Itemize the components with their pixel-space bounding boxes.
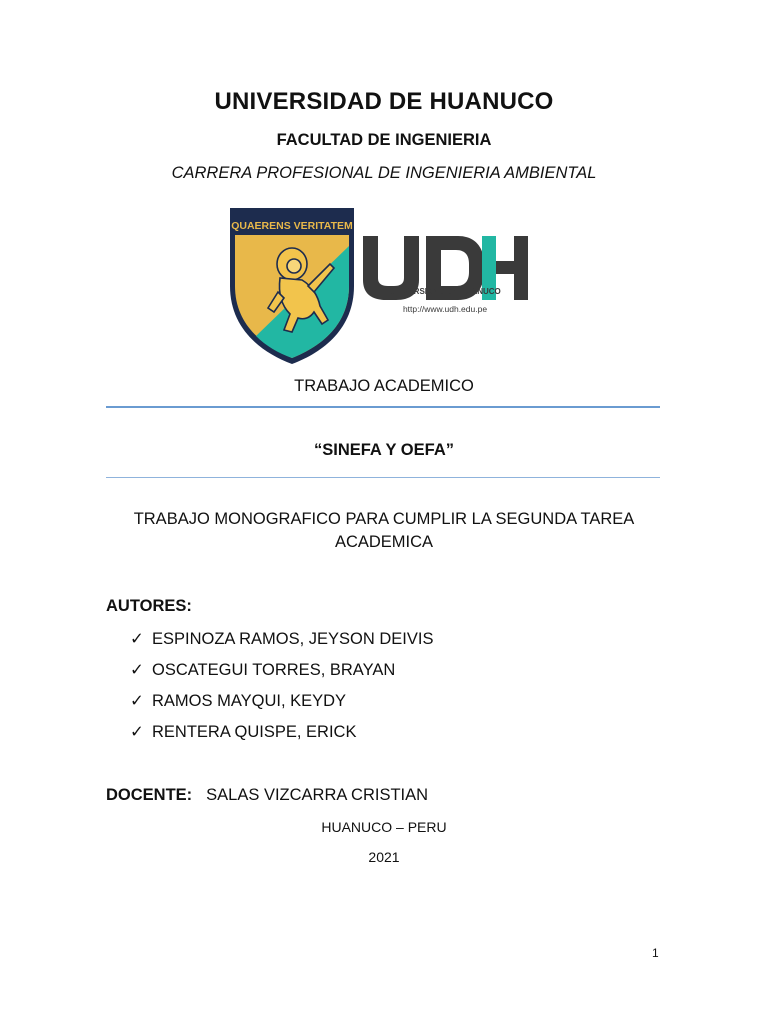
year: 2021 bbox=[368, 849, 400, 865]
author-item bbox=[130, 660, 395, 680]
document-title: “SINEFA Y OEFA” bbox=[314, 441, 454, 459]
shield-crest-icon bbox=[230, 208, 354, 364]
udh-wordmark bbox=[363, 236, 528, 314]
teacher-line bbox=[106, 786, 428, 805]
author-name: ESPINOZA RAMOS, JEYSON DEIVIS bbox=[152, 630, 434, 648]
author-name: RAMOS MAYQUI, KEYDY bbox=[152, 692, 347, 710]
author-item bbox=[130, 691, 346, 711]
author-name: OSCATEGUI TORRES, BRAYAN bbox=[152, 661, 396, 679]
university-name: UNIVERSIDAD DE HUANUCO bbox=[214, 88, 554, 115]
divider-top bbox=[106, 406, 660, 408]
author-item bbox=[130, 629, 433, 649]
teacher-name: SALAS VIZCARRA CRISTIAN bbox=[206, 786, 429, 804]
udh-logo-graphic bbox=[228, 206, 538, 366]
page-number: 1 bbox=[652, 946, 659, 960]
authors-label: AUTORES: bbox=[106, 597, 192, 615]
checkmark-icon: ✓ bbox=[130, 630, 144, 648]
logo-brand-sub: UNIVERSIDAD DE HUANUCO bbox=[389, 287, 501, 296]
logo-url: http://www.udh.edu.pe bbox=[402, 304, 488, 314]
logo-motto: QUAERENS VERITATEM bbox=[231, 220, 353, 232]
faculty-name: FACULTAD DE INGENIERIA bbox=[276, 131, 492, 149]
place: HUANUCO – PERU bbox=[321, 819, 447, 835]
document-purpose: TRABAJO MONOGRAFICO PARA CUMPLIR LA SEGUNDA TAREA ACADEMICA bbox=[133, 510, 635, 551]
checkmark-icon: ✓ bbox=[130, 661, 144, 679]
career-name: CARRERA PROFESIONAL DE INGENIERIA AMBIENTAL bbox=[171, 164, 597, 182]
teacher-label: DOCENTE: bbox=[106, 786, 193, 804]
author-item bbox=[130, 722, 356, 742]
checkmark-icon: ✓ bbox=[130, 723, 144, 741]
udh-logo bbox=[228, 206, 538, 366]
checkmark-icon: ✓ bbox=[130, 692, 144, 710]
document-type: TRABAJO ACADEMICO bbox=[294, 377, 474, 395]
divider-bottom bbox=[106, 477, 660, 478]
author-name: RENTERA QUISPE, ERICK bbox=[152, 723, 357, 741]
